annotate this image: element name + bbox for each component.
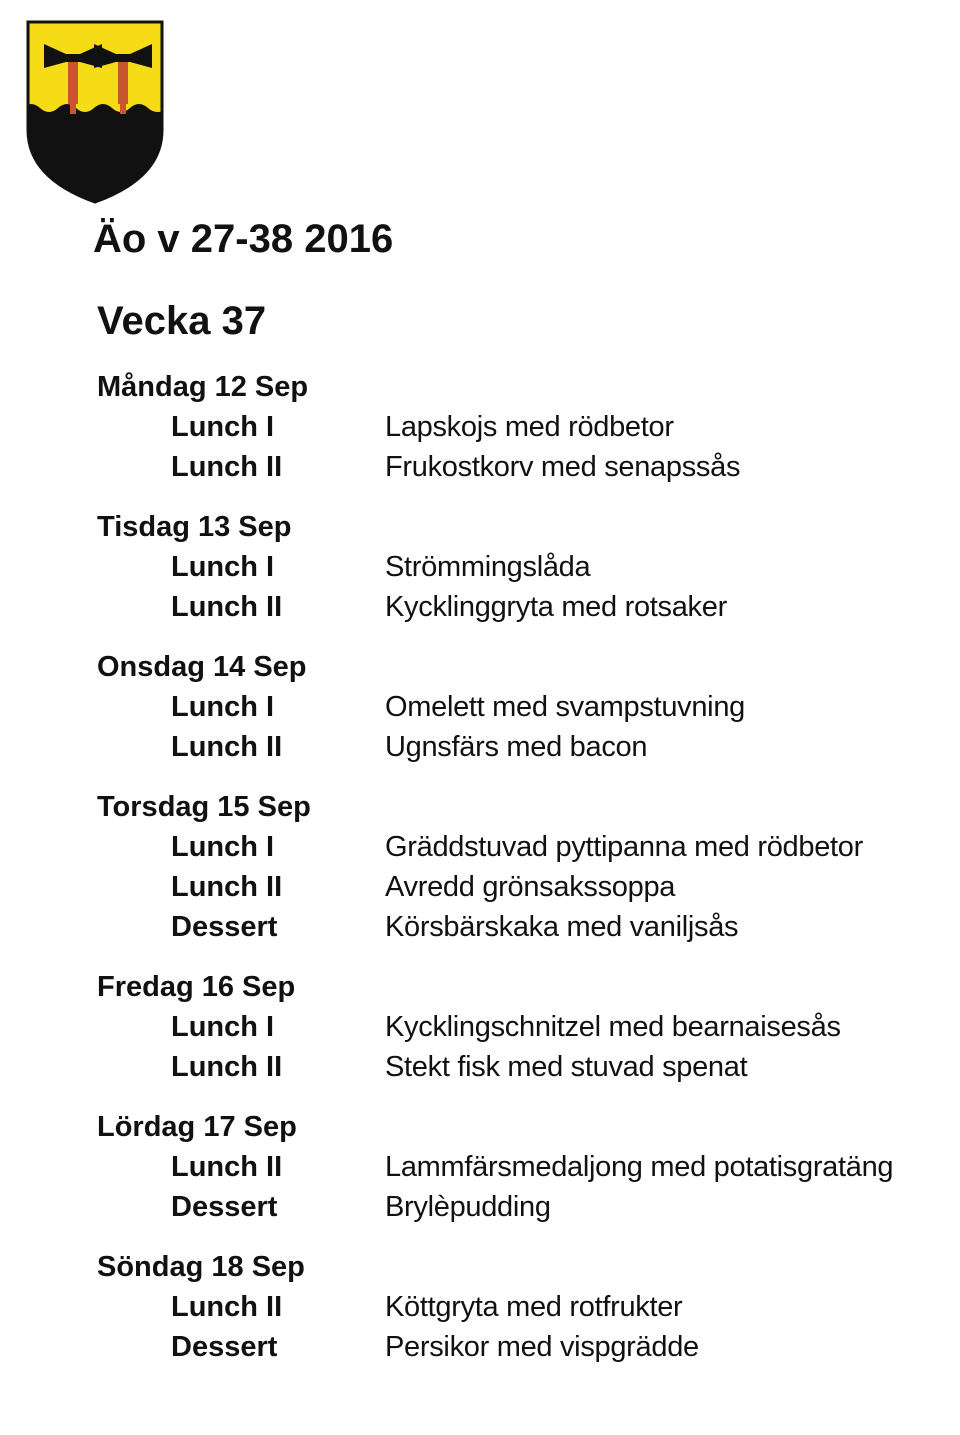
meal-type: Dessert bbox=[171, 911, 278, 943]
day-heading: Lördag 17 Sep bbox=[97, 1111, 297, 1143]
meal-type: Lunch I bbox=[171, 691, 275, 723]
meal-type: Dessert bbox=[171, 1331, 278, 1363]
meal-row bbox=[0, 1047, 960, 1087]
day-block bbox=[0, 367, 960, 487]
week-heading: Vecka 37 bbox=[97, 299, 267, 343]
meal-type: Lunch I bbox=[171, 1011, 275, 1043]
meal-row bbox=[0, 1327, 960, 1367]
meal-row bbox=[0, 727, 960, 767]
meal-dish: Köttgryta med rotfrukter bbox=[385, 1291, 683, 1323]
menu-days bbox=[0, 367, 960, 1387]
day-heading: Tisdag 13 Sep bbox=[97, 511, 292, 543]
meal-type: Lunch II bbox=[171, 451, 283, 483]
day-heading: Torsdag 15 Sep bbox=[97, 791, 311, 823]
meal-row bbox=[0, 1147, 960, 1187]
meal-dish: Avredd grönsakssoppa bbox=[385, 871, 676, 903]
meal-row bbox=[0, 687, 960, 727]
meal-type: Lunch I bbox=[171, 551, 275, 583]
meal-dish: Lammfärsmedaljong med potatisgratäng bbox=[385, 1151, 894, 1183]
day-block bbox=[0, 507, 960, 627]
meal-type: Lunch II bbox=[171, 1051, 283, 1083]
day-block bbox=[0, 1247, 960, 1367]
meal-dish: Frukostkorv med senapssås bbox=[385, 451, 741, 483]
meal-type: Lunch II bbox=[171, 1291, 283, 1323]
meal-dish: Gräddstuvad pyttipanna med rödbetor bbox=[385, 831, 863, 863]
page-title: Äo v 27-38 2016 bbox=[93, 217, 394, 261]
day-block bbox=[0, 967, 960, 1087]
meal-type: Lunch II bbox=[171, 871, 283, 903]
day-block bbox=[0, 787, 960, 947]
meal-row bbox=[0, 407, 960, 447]
meal-dish: Kycklingschnitzel med bearnaisesås bbox=[385, 1011, 841, 1043]
day-heading: Måndag 12 Sep bbox=[97, 371, 309, 403]
day-heading: Onsdag 14 Sep bbox=[97, 651, 307, 683]
meal-type: Lunch II bbox=[171, 591, 283, 623]
day-block bbox=[0, 647, 960, 767]
meal-dish: Stekt fisk med stuvad spenat bbox=[385, 1051, 748, 1083]
meal-dish: Persikor med vispgrädde bbox=[385, 1331, 699, 1363]
coat-of-arms-icon bbox=[22, 18, 168, 204]
day-block bbox=[0, 1107, 960, 1227]
meal-dish: Kycklinggryta med rotsaker bbox=[385, 591, 727, 623]
meal-row bbox=[0, 1187, 960, 1227]
meal-type: Lunch II bbox=[171, 1151, 283, 1183]
meal-dish: Ugnsfärs med bacon bbox=[385, 731, 648, 763]
meal-row bbox=[0, 827, 960, 867]
meal-dish: Brylèpudding bbox=[385, 1191, 551, 1223]
meal-type: Lunch II bbox=[171, 731, 283, 763]
meal-row bbox=[0, 907, 960, 947]
meal-dish: Körsbärskaka med vaniljsås bbox=[385, 911, 739, 943]
meal-row bbox=[0, 1287, 960, 1327]
meal-dish: Strömmingslåda bbox=[385, 551, 591, 583]
meal-row bbox=[0, 867, 960, 907]
day-heading: Söndag 18 Sep bbox=[97, 1251, 305, 1283]
meal-type: Lunch I bbox=[171, 831, 275, 863]
day-heading: Fredag 16 Sep bbox=[97, 971, 296, 1003]
meal-dish: Lapskojs med rödbetor bbox=[385, 411, 674, 443]
meal-type: Lunch I bbox=[171, 411, 275, 443]
meal-type: Dessert bbox=[171, 1191, 278, 1223]
meal-row bbox=[0, 1007, 960, 1047]
meal-dish: Omelett med svampstuvning bbox=[385, 691, 745, 723]
meal-row bbox=[0, 547, 960, 587]
meal-row bbox=[0, 447, 960, 487]
meal-row bbox=[0, 587, 960, 627]
